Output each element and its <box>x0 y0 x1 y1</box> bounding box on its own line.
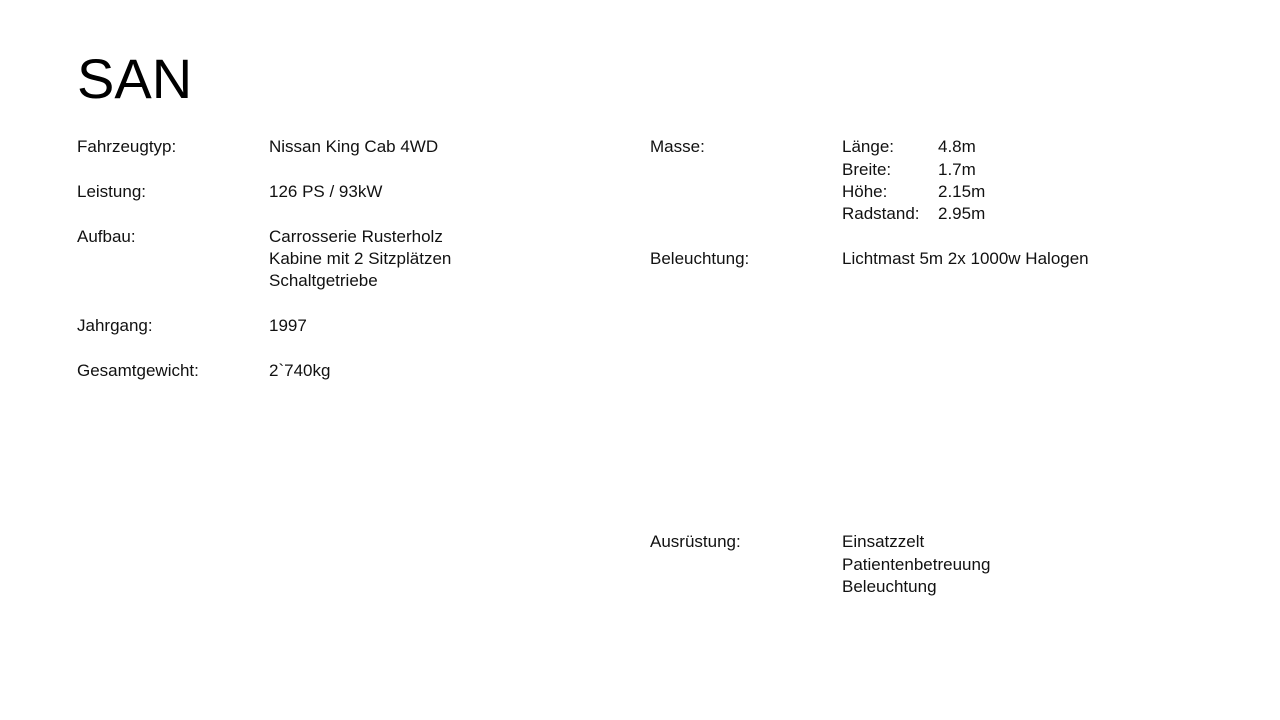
masse-laenge-value: 4.8m <box>938 137 976 156</box>
aufbau-line-1: Carrosserie Rusterholz <box>269 227 443 246</box>
fahrzeugtyp-label: Fahrzeugtyp: <box>77 137 177 156</box>
masse-radstand-value: 2.95m <box>938 204 986 223</box>
masse-breite-value: 1.7m <box>938 160 976 179</box>
masse-laenge-name: Länge: <box>842 137 894 156</box>
beleuchtung-value: Lichtmast 5m 2x 1000w Halogen <box>842 249 1089 268</box>
aufbau-label: Aufbau: <box>77 227 136 246</box>
slide-title: SAN <box>77 47 193 110</box>
ausruestung-label: Ausrüstung: <box>650 532 741 551</box>
masse-radstand-name: Radstand: <box>842 204 920 223</box>
ausruestung-line-2: Patientenbetreuung <box>842 555 991 574</box>
gesamtgewicht-label: Gesamtgewicht: <box>77 361 199 380</box>
ausruestung-line-1: Einsatzzelt <box>842 532 925 551</box>
masse-hoehe-name: Höhe: <box>842 182 888 201</box>
beleuchtung-label: Beleuchtung: <box>650 249 750 268</box>
aufbau-line-3: Schaltgetriebe <box>269 271 378 290</box>
masse-breite-name: Breite: <box>842 160 892 179</box>
leistung-value: 126 PS / 93kW <box>269 182 383 201</box>
aufbau-line-2: Kabine mit 2 Sitzplätzen <box>269 249 452 268</box>
gesamtgewicht-value: 2`740kg <box>269 361 331 380</box>
masse-label: Masse: <box>650 137 705 156</box>
leistung-label: Leistung: <box>77 182 146 201</box>
masse-hoehe-value: 2.15m <box>938 182 986 201</box>
fahrzeugtyp-value: Nissan King Cab 4WD <box>269 137 439 156</box>
ausruestung-line-3: Beleuchtung <box>842 577 937 596</box>
jahrgang-label: Jahrgang: <box>77 316 153 335</box>
jahrgang-value: 1997 <box>269 316 307 335</box>
